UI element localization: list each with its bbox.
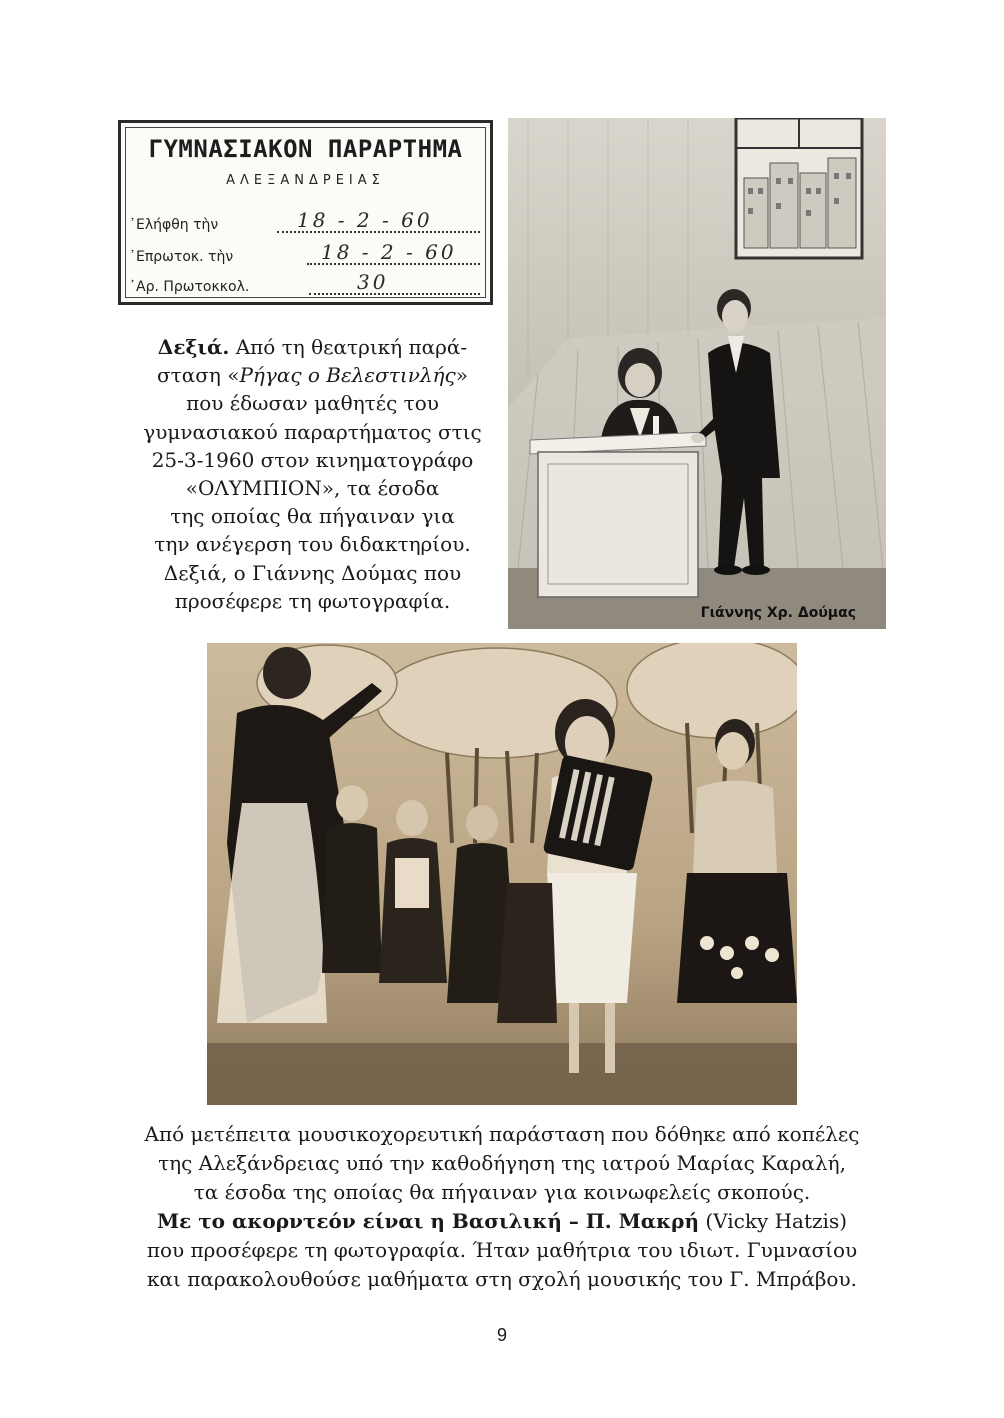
stamp-row-protocol-number: [129, 270, 480, 299]
photo-credit: Γιάννης Χρ. Δούμας: [700, 605, 856, 621]
caption-line: που προσέφερε τη φωτογραφία. Ήταν μαθήτρια του ιδιωτ. Γυμνασίου: [146, 1238, 858, 1262]
dance-performance-photo: [207, 643, 797, 1105]
caption-lead: Δεξιά.: [157, 335, 230, 359]
stage-play-photo: [508, 118, 886, 629]
play-title: Ρήγας ο Βελεστινλής: [239, 363, 456, 388]
caption-text: »: [455, 363, 468, 388]
stage-photo-illustration: [508, 118, 886, 629]
stamp-row-label: ᾿Αρ. Πρωτοκκολ.: [129, 279, 250, 295]
caption-line: τα έσοδα της οποίας θα πήγαιναν για κοινωφελείς σκοπούς.: [193, 1180, 811, 1204]
caption-line: της Αλεξάνδρειας υπό την καθοδήγηση της ιατρού Μαρίας Καραλή,: [158, 1151, 846, 1175]
caption-line: «ΟΛΥΜΠΙΟΝ», τα έσοδα: [185, 476, 440, 501]
accordionist-name: Με το ακορντεόν είναι η Βασιλική – Π. Μακρή: [156, 1209, 699, 1233]
stamp-row-value: 30: [357, 270, 389, 294]
stamp-row-label: ᾿Επρωτοκ. τὴν: [129, 249, 234, 265]
caption-line: [125, 361, 500, 389]
stamp-dotted-line: [309, 293, 480, 295]
caption-line: Δεξιά, ο Γιάννης Δούμας που: [163, 560, 462, 585]
caption-text: (Vicky Hatzis): [698, 1209, 848, 1233]
stamp-subtitle: ΑΛΕΞΑΝΔΡΕΙΑΣ: [226, 173, 385, 188]
caption-line: και παρακολουθούσε μαθήματα στη σχολή μουσικής του Γ. Μπράβου.: [147, 1267, 857, 1291]
page-number: 9: [496, 1325, 507, 1345]
caption-line: που έδωσαν μαθητές του: [186, 391, 439, 416]
stamp-title: ΓΥΜΝΑΣΙΑΚΟΝ ΠΑΡΑΡΤΗΜΑ: [148, 135, 463, 163]
stamp-row-value: 18 - 2 - 60: [297, 208, 433, 232]
caption-line: την ανέγερση του διδακτηρίου.: [154, 532, 471, 557]
caption-line: [90, 1207, 914, 1236]
stamp-row-registered: [129, 240, 480, 269]
stamp-row-value: 18 - 2 - 60: [321, 240, 457, 264]
stamp-row-received: [129, 208, 480, 237]
theatre-caption: [125, 333, 500, 615]
caption-line: [125, 333, 500, 361]
dance-photo-illustration: [207, 643, 797, 1105]
caption-line: της οποίας θα πήγαιναν για: [170, 504, 455, 529]
caption-text: Από τη θεατρική παρά-: [229, 335, 468, 359]
caption-line: προσέφερε τη φωτογραφία.: [174, 588, 451, 613]
caption-line: Από μετέπειτα μουσικοχορευτική παράσταση που δόθηκε από κοπέλες: [144, 1122, 860, 1146]
caption-text: σταση «: [157, 363, 240, 388]
caption-line: γυμνασιακού παραρτήματος στις: [143, 419, 482, 444]
stamp-row-label: ᾿Ελήφθη τὴν: [129, 217, 219, 233]
dance-caption: [90, 1120, 914, 1294]
registry-stamp: [118, 120, 493, 305]
caption-line: 25-3-1960 στον κινηματογράφο: [151, 447, 474, 472]
